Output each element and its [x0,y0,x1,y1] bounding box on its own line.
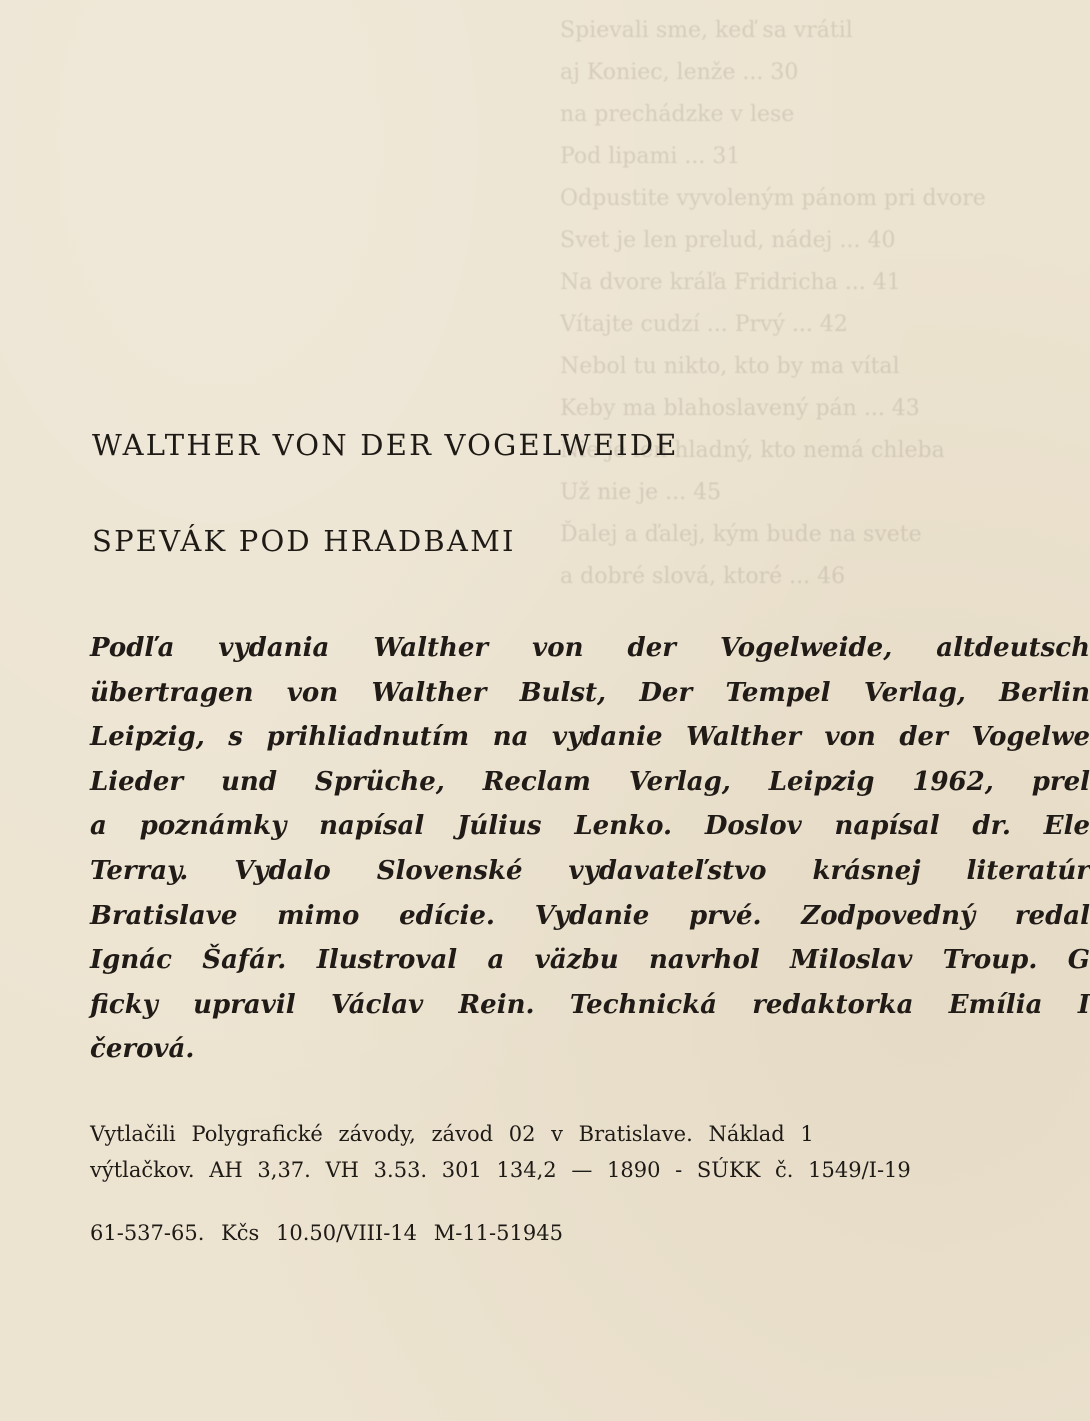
imprint-line: Lieder und Sprüche, Reclam Verlag, Leipzig 1962, prel [90,766,1090,797]
show-through-line: Nie je len hladný, kto nemá chleba [560,438,945,463]
imprint-line: ficky upravil Václav Rein. Technická redaktorka Emília I [90,989,1090,1020]
show-through-line: Nebol tu nikto, kto by ma vítal [560,354,900,379]
imprint-line: Terray. Vydalo Slovenské vydavateľstvo krásnej literatúr [90,855,1090,886]
show-through-line: Keby ma blahoslavený pán ... 43 [560,396,920,421]
imprint-line: a poznámky napísal Július Lenko. Doslov napísal dr. Ele [90,811,1090,842]
show-through-line: Na dvore kráľa Fridricha ... 41 [560,270,901,295]
imprint-line: Bratislave mimo edície. Vydanie prvé. Zodpovedný redal [90,900,1090,931]
show-through-line: Už nie je ... 45 [560,480,722,505]
show-through-line: Spievali sme, keď sa vrátil [560,18,853,43]
imprint-line: übertragen von Walther Bulst, Der Tempel Verlag, Berlin [90,677,1090,708]
show-through-line: Pod lipami ... 31 [560,144,741,169]
imprint-paragraph [90,626,1090,1072]
show-through-line: a dobré slová, ktoré ... 46 [560,564,846,589]
imprint-line: Ignác Šafár. Ilustroval a väzbu navrhol Miloslav Troup. G [90,945,1090,976]
work-title: SPEVÁK POD HRADBAMI [92,524,516,558]
author-title: WALTHER VON DER VOGELWEIDE [92,428,679,462]
show-through-line: aj Koniec, lenže ... 30 [560,60,799,85]
show-through-line: na prechádzke v lese [560,102,795,127]
printer-info-line: výtlačkov. AH 3,37. VH 3.53. 301 134,2 — 1890 - SÚKK č. 1549/I-19 [90,1158,911,1182]
printer-info-line: Vytlačili Polygrafické závody, závod 02 v Bratislave. Náklad 1 [90,1122,814,1146]
show-through-text [560,10,990,650]
imprint-line: Leipzig, s prihliadnutím na vydanie Walther von der Vogelwe [90,722,1090,753]
show-through-line: Ďalej a ďalej, kým bude na svete [560,522,922,547]
show-through-line: Vítajte cudzí ... Prvý ... 42 [560,312,848,337]
catalog-number-line: 61-537-65. Kčs 10.50/VIII-14 M-11-51945 [90,1221,563,1245]
imprint-line: čerová. [90,1034,195,1065]
show-through-line: Odpustite vyvoleným pánom pri dvore [560,186,986,211]
show-through-line: Svet je len prelud, nádej ... 40 [560,228,896,253]
imprint-line: Podľa vydania Walther von der Vogelweide, altdeutsch [90,633,1090,663]
